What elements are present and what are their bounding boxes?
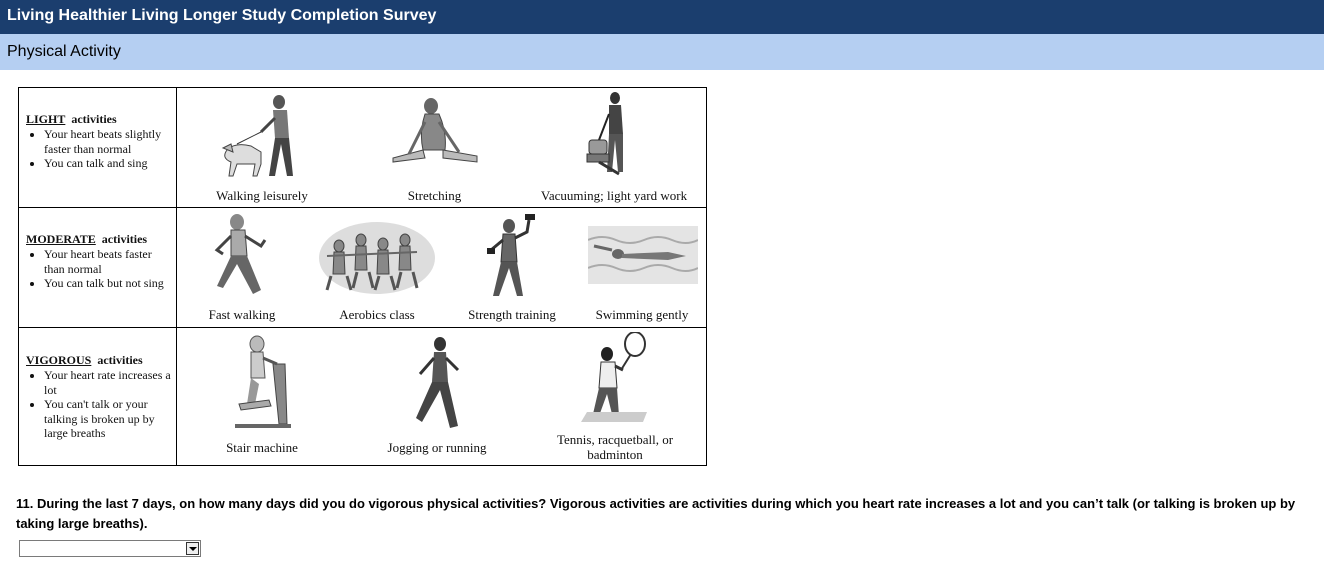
person-walking-dog-icon [217,92,307,180]
level-name: LIGHT [26,112,66,126]
person-tennis-icon [577,332,653,424]
activity-label: Vacuuming; light yard work [540,188,688,203]
activity-strength-training [457,208,567,328]
activity-stretching [367,88,502,208]
activity-vacuuming [529,88,699,208]
light-activities-row [19,88,706,208]
bullet: • Your heart rate increases a lot [44,368,174,397]
moderate-description: MODERATE activities • Your heart beats faster than normal • You can talk but not sing [19,208,177,327]
bullet: • You can talk and sing [44,156,174,171]
survey-title: Living Healthier Living Longer Study Completion Survey [0,0,1324,34]
activity-fast-walking [187,208,297,328]
activity-label: Stretching [407,188,462,203]
activity-label: Fast walking [208,307,276,322]
person-fast-walking-icon [209,212,275,300]
aerobics-group-icon [317,216,437,296]
activity-label: Walking leisurely [216,188,308,203]
level-name: MODERATE [26,232,96,246]
activity-levels-table [18,87,707,466]
activity-walking-leisurely [197,88,327,208]
activity-aerobics-class [317,208,437,328]
activity-label: Tennis, racquetball, or badminton [556,432,674,462]
person-dumbbells-icon [487,212,539,300]
moderate-activities-row [19,208,706,328]
person-vacuuming-icon [585,90,637,178]
person-jogging-icon [410,334,466,430]
bullet: • You can't talk or your talking is broken up by large breaths [44,397,174,441]
vigorous-description: VIGOROUS activities • Your heart rate increases a lot • You can't talk or your talking is broken up by large breaths [19,328,177,465]
vigorous-activities-row [19,328,706,465]
question-11-text: 11. During the last 7 days, on how many days did you do vigorous physical activities? Vigorous activities are activities during which you heart rate increases a lot and you can’t talk (or talking is broken up by taking large breaths). [16,496,1296,531]
bullet: • Your heart beats slightly faster than normal [44,127,174,156]
chevron-down-icon[interactable] [186,542,199,555]
bullet: • Your heart beats faster than normal [44,247,174,276]
person-swimming-icon [588,220,698,290]
section-title: Physical Activity [0,34,1324,70]
activity-label: Strength training [468,307,556,322]
activity-stair-machine [207,328,317,465]
vigorous-days-select[interactable] [19,540,201,557]
activity-label: Aerobics class [339,307,415,322]
activity-swimming-gently [582,208,702,328]
stair-machine-icon [229,334,297,430]
level-name: VIGOROUS [26,353,92,367]
activity-label: Jogging or running [387,440,487,455]
activity-label: Swimming gently [595,307,689,322]
activity-jogging [372,328,502,465]
bullet: • You can talk but not sing [44,276,174,291]
activity-label: Stair machine [226,440,298,455]
light-description: LIGHT activities • Your heart beats slightly faster than normal • You can talk and sing [19,88,177,207]
person-stretching-icon [389,92,481,176]
activity-tennis [535,328,695,465]
